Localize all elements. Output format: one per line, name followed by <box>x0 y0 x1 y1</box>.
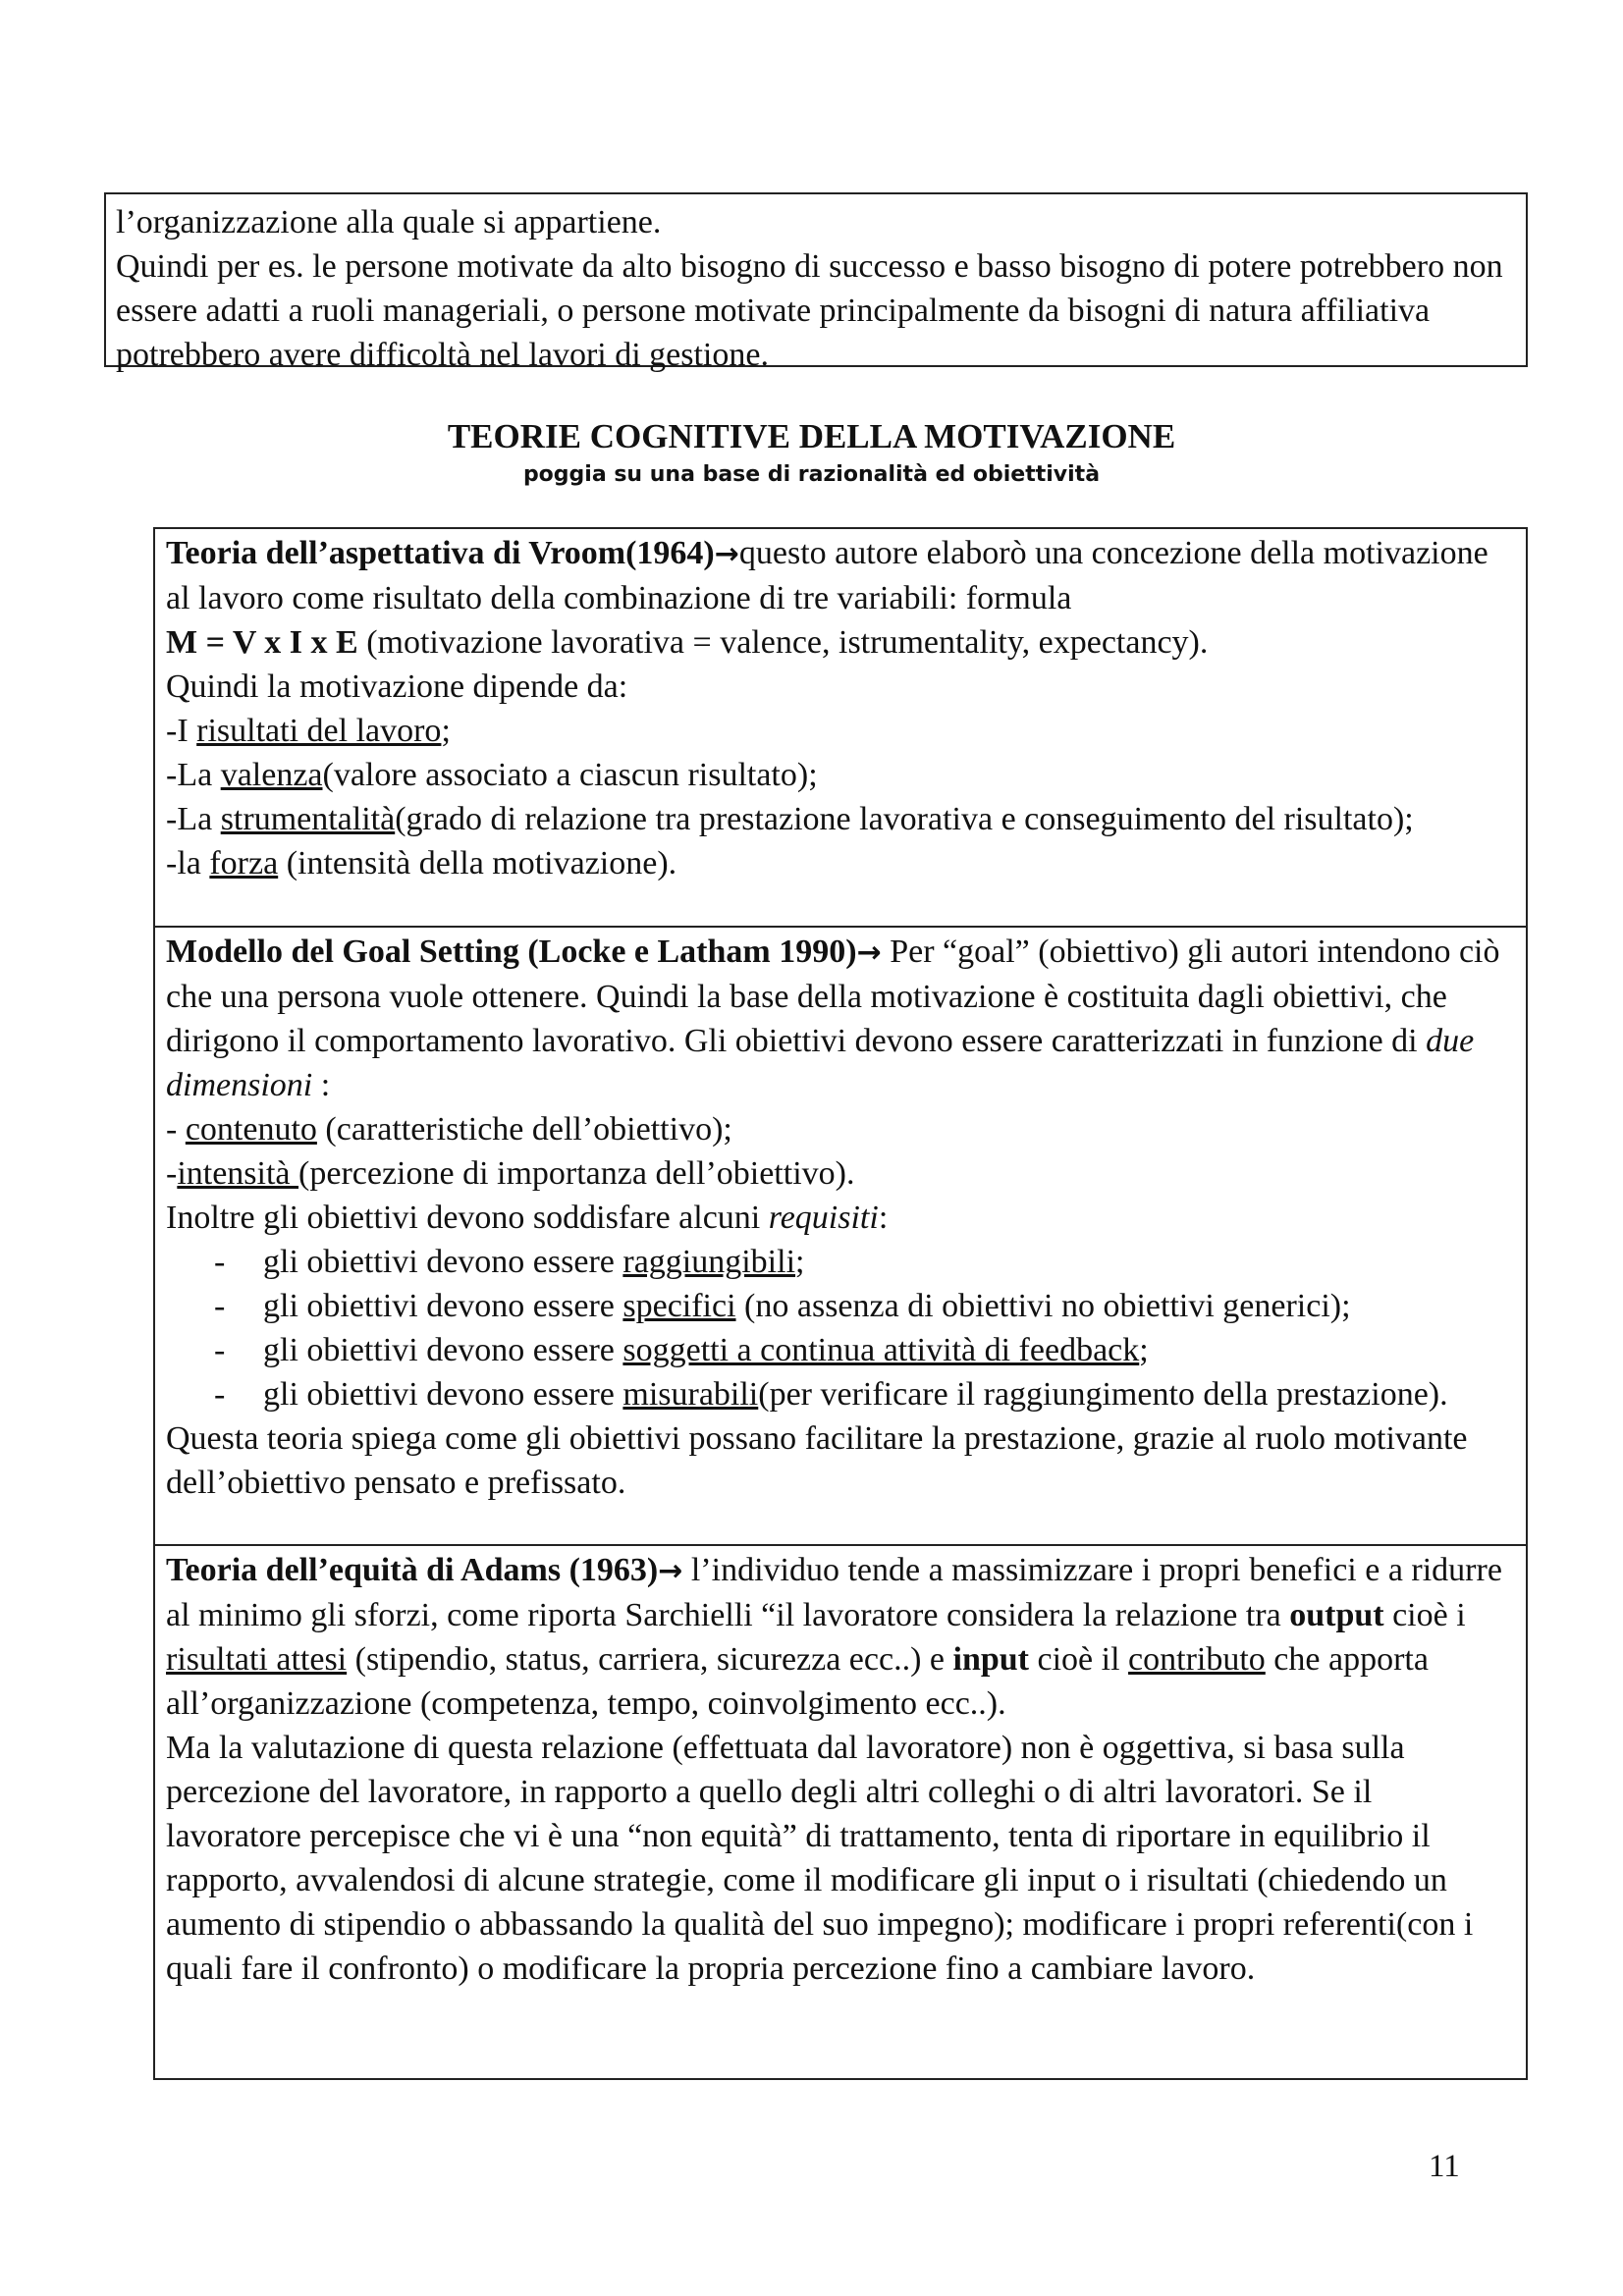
theories-table <box>153 527 1528 2080</box>
vroom-item-1: -I risultati del lavoro; <box>166 713 451 749</box>
arrow-right-icon: → <box>714 537 739 571</box>
vroom-formula: M = V x I x E <box>166 624 358 661</box>
goal-dimension-2: -intensità (percezione di importanza dell’obiettivo). <box>166 1155 855 1192</box>
section-subtitle: poggia su una base di razionalità ed obiettività <box>522 462 1101 487</box>
goal-setting-cell <box>155 928 1526 1546</box>
section-title: TEORIE COGNITIVE DELLA MOTIVAZIONE <box>447 417 1176 455</box>
adams-output-term: output <box>1289 1597 1384 1633</box>
vroom-intro-paragraph <box>166 531 1515 665</box>
adams-paragraph-2: Ma la valutazione di questa relazione (effettuata dal lavoratore) non è oggettiva, si basa sulla percezione del lavoratore, in rapporto a quello degli altri colleghi o di altri lavoratori. Se il lavoratore percepisce che vi è una “non equità” di trattamento, tenta di riportare in equilibrio il rapporto, avvalendosi di alcune strategie, come il modificare gli input o i risultati (chiedendo un aumento di stipendio o abbassando la qualità del suo impegno); modificare i propri referenti(con i quali fare il confronto) o modificare la propria percezione fino a cambiare lavoro. <box>166 1730 1474 1987</box>
page-number: 11 <box>1429 2149 1460 2184</box>
goal-dimension-1: - contenuto (caratteristiche dell’obiettivo); <box>166 1111 732 1148</box>
dash-bullet: - <box>214 1332 226 1368</box>
list-item: - gli obiettivi devono essere raggiungibili; <box>166 1240 1515 1284</box>
goal-requirements-intro: Inoltre gli obiettivi devono soddisfare alcuni requisiti: <box>166 1200 889 1236</box>
list-item: - gli obiettivi devono essere soggetti a continua attività di feedback; <box>166 1328 1515 1372</box>
vroom-item-1-term: risultati del lavoro <box>196 713 442 749</box>
goal-conclusion: Questa teoria spiega come gli obiettivi possano facilitare la prestazione, grazie al ruolo motivante dell’obiettivo pensato e prefissato. <box>166 1420 1468 1501</box>
goal-intro-paragraph: Modello del Goal Setting (Locke e Latham 1990)→ Per “goal” (obiettivo) gli autori intendono ciò che una persona vuole ottenere. Quindi la base della motivazione è costituita dagli obiettivi, che dirigono il comportamento lavorativo. Gli obiettivi devono essere caratterizzati in funzione di due dimensioni : <box>166 934 1500 1103</box>
goal-heading: Modello del Goal Setting (Locke e Latham 1990) <box>166 934 857 970</box>
adams-input-term: input <box>952 1641 1029 1678</box>
goal-requirements-italic: requisiti <box>768 1200 879 1236</box>
goal-dimension-2-term: intensità <box>177 1155 299 1192</box>
vroom-item-3: -La strumentalità(grado di relazione tra prestazione lavorativa e conseguimento del risultato); <box>166 801 1414 837</box>
list-item: - gli obiettivi devono essere misurabili(per verificare il raggiungimento della prestazione). <box>166 1372 1515 1416</box>
dash-bullet: - <box>214 1376 226 1413</box>
adams-cell <box>155 1546 1526 2078</box>
vroom-item-2: -La valenza(valore associato a ciascun risultato); <box>166 757 818 793</box>
adams-input-underlined: contributo <box>1128 1641 1266 1678</box>
vroom-item-2-term: valenza <box>220 757 323 793</box>
intro-line-1: l’organizzazione alla quale si appartiene. <box>116 204 662 240</box>
adams-heading: Teoria dell’equità di Adams (1963) <box>166 1552 659 1588</box>
vroom-intro: questo autore elaborò una concezione della motivazione al lavoro come risultato della combinazione di tre variabili: formula <box>166 535 1488 616</box>
adams-output-underlined: risultati attesi <box>166 1641 348 1678</box>
dash-bullet: - <box>214 1288 226 1324</box>
vroom-depends: Quindi la motivazione dipende da: <box>166 668 628 705</box>
vroom-item-3-term: strumentalità <box>220 801 396 837</box>
vroom-formula-explanation: (motivazione lavorativa = valence, istrumentality, expectancy). <box>357 624 1209 661</box>
vroom-heading: Teoria dell’aspettativa di Vroom(1964) <box>166 535 715 571</box>
arrow-right-icon: → <box>856 935 882 970</box>
vroom-item-4: -la forza (intensità della motivazione). <box>166 845 677 881</box>
adams-paragraph-1: Teoria dell’equità di Adams (1963)→ l’individuo tende a massimizzare i propri benefici e a ridurre al minimo gli sforzi, come riporta Sarchielli “il lavoratore considera la relazione tra output cioè i risultati attesi (stipendio, status, carriera, sicurezza ecc..) e input cioè il contributo che apporta all’organizzazione (competenza, tempo, coinvolgimento ecc..). <box>166 1552 1502 1722</box>
arrow-right-icon: → <box>658 1554 683 1588</box>
intro-paragraph: Quindi per es. le persone motivate da alto bisogno di successo e basso bisogno di potere potrebbero non essere adatti a ruoli manageriali, o persone motivate principalmente da bisogni di natura affiliativa potrebbero avere difficoltà nel lavori di gestione. <box>116 248 1503 373</box>
list-item: - gli obiettivi devono essere specifici (no assenza di obiettivi no obiettivi generici); <box>166 1284 1515 1328</box>
intro-box <box>104 192 1528 373</box>
goal-dimensions-italic: due dimensioni <box>166 1023 1475 1103</box>
goal-dimension-1-term: contenuto <box>185 1111 317 1148</box>
goal-requirements-list <box>166 1240 1515 1416</box>
dash-bullet: - <box>214 1244 226 1280</box>
vroom-cell <box>155 529 1526 928</box>
vroom-item-4-term: forza <box>209 845 279 881</box>
